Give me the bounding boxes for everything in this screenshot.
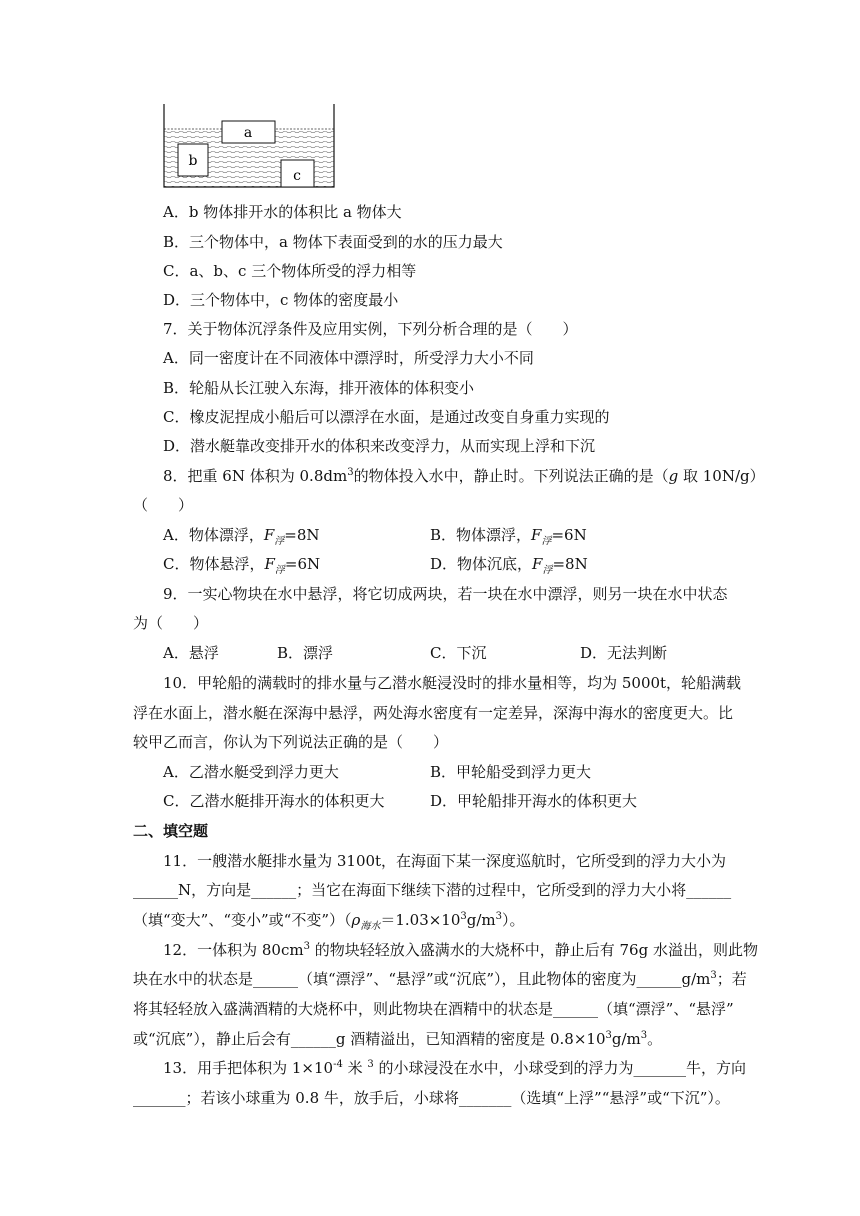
q10-stem-line3: 较甲乙而言，你认为下列说法正确的是（ ）	[133, 733, 449, 751]
q9-stem-line2: 为（ ）	[133, 614, 209, 632]
q7-option-d: D．潜水艇靠改变排开水的体积来改变浮力，从而实现上浮和下沉	[163, 437, 596, 455]
q7-option-a: A．同一密度计在不同液体中漂浮时，所受浮力大小不同	[163, 349, 534, 367]
block-a-label: a	[243, 125, 253, 141]
q10-stem-line1: 10．甲轮船的满载时的排水量与乙潜水艇浸没时的排水量相等，均为 5000t，轮船满载	[163, 674, 742, 692]
q12-line3: 将其轻轻放入盛满酒精的大烧杯中，则此物块在酒精中的状态是______（填“漂浮”、“悬浮”	[133, 1000, 734, 1018]
section-heading-fill-in: 二、填空题	[133, 822, 209, 840]
q7-option-c: C．橡皮泥捏成小船后可以漂浮在水面，是通过改变自身重力实现的	[163, 408, 610, 426]
q9-option-b: B．漂浮	[277, 644, 334, 662]
q11-line3: （填“变大”、“变小”或“不变$”)(\rho_{海水}=1.03\times 10^3g/m^3)$。	[133, 911, 525, 932]
q6-option-c: C．a、b、c 三个物体所受的浮力相等	[163, 262, 417, 280]
q6-option-d: D．三个物体中，c 物体的密度最小	[163, 291, 399, 309]
q10-option-d: D．甲轮船排开海水的体积更大	[430, 792, 638, 810]
q9-option-d: D．无法判断	[580, 644, 668, 662]
q12-line1: 12．一体积为 $80cm^3$ 的物块轻轻放入盛满水的大烧杯中，静止后有 76g 水溢出，则此物	[163, 941, 758, 959]
q9-option-a: A．悬浮	[163, 644, 219, 662]
q11-line2: ______N，方向是______；当它在海面下继续下潜的过程中，它所受到的浮力大小将______	[133, 881, 732, 899]
q8-stem: 8．把重 6N 体积为 $0.8dm^3$的物体投入水中，静止时。下列说法正确的是（g 取 10N/g）	[163, 467, 765, 485]
q7-option-b: B．轮船从长江驶入东海，排开液体的体积变小	[163, 379, 475, 397]
q9-option-c: C．下沉	[430, 644, 487, 662]
q10-option-a: A．乙潜水艇受到浮力更大	[163, 763, 339, 781]
q12-line2: 块在水中的状态是______（填“漂浮”、“悬浮”或“沉底”），且此物体的密度为$\_\_\_\_\_\_g/m^3$；若	[133, 970, 747, 988]
q8-option-d: D．物体沉底，$F_浮=8N$	[430, 555, 588, 576]
q13-line1: 13．用手把体积为 $1\times 10^{-4}$ 米 $^3$ 的小球浸没在水中，小球受到的浮力为_______牛，方向	[163, 1059, 747, 1077]
q8-option-a: A．物体漂浮，$F_浮=8N$	[163, 526, 320, 547]
q13-line2: _______；若该小球重为 0.8 牛，放手后，小球将_______（选填“上浮”“悬浮”或“下沉”）。	[133, 1089, 730, 1107]
q10-option-c: C．乙潜水艇排开海水的体积更大	[163, 792, 385, 810]
q6-option-a: A．b 物体排开水的体积比 a 物体大	[163, 203, 402, 221]
block-c-label: c	[293, 168, 301, 184]
q9-stem-line1: 9．一实心物块在水中悬浮，将它切成两块，若一块在水中漂浮，则另一块在水中状态	[163, 585, 728, 603]
q6-option-b: B．三个物体中，a 物体下表面受到的水的压力最大	[163, 233, 503, 251]
q7-stem: 7．关于物体沉浮条件及应用实例，下列分析合理的是（ ）	[163, 320, 578, 338]
q12-line4: 或“沉底”），静止后会有______g 酒精溢出，已知酒精的密度是 $0.8\times 10^3g/m^3$。	[133, 1030, 663, 1048]
block-b-label: b	[188, 153, 198, 169]
q10-stem-line2: 浮在水面上，潜水艇在深海中悬浮，两处海水密度有一定差异，深海中海水的密度更大。比	[133, 704, 734, 722]
buoyancy-figure	[163, 104, 335, 188]
q8-option-c: C．物体悬浮，$F_浮=6N$	[163, 555, 321, 576]
q8-paren: （ ）	[133, 496, 194, 514]
q10-option-b: B．甲轮船受到浮力更大	[430, 763, 592, 781]
q8-option-b: B．物体漂浮，$F_浮=6N$	[430, 526, 587, 547]
q11-line1: 11．一艘潜水艇排水量为 3100t，在海面下某一深度巡航时，它所受到的浮力大小为	[163, 852, 727, 870]
